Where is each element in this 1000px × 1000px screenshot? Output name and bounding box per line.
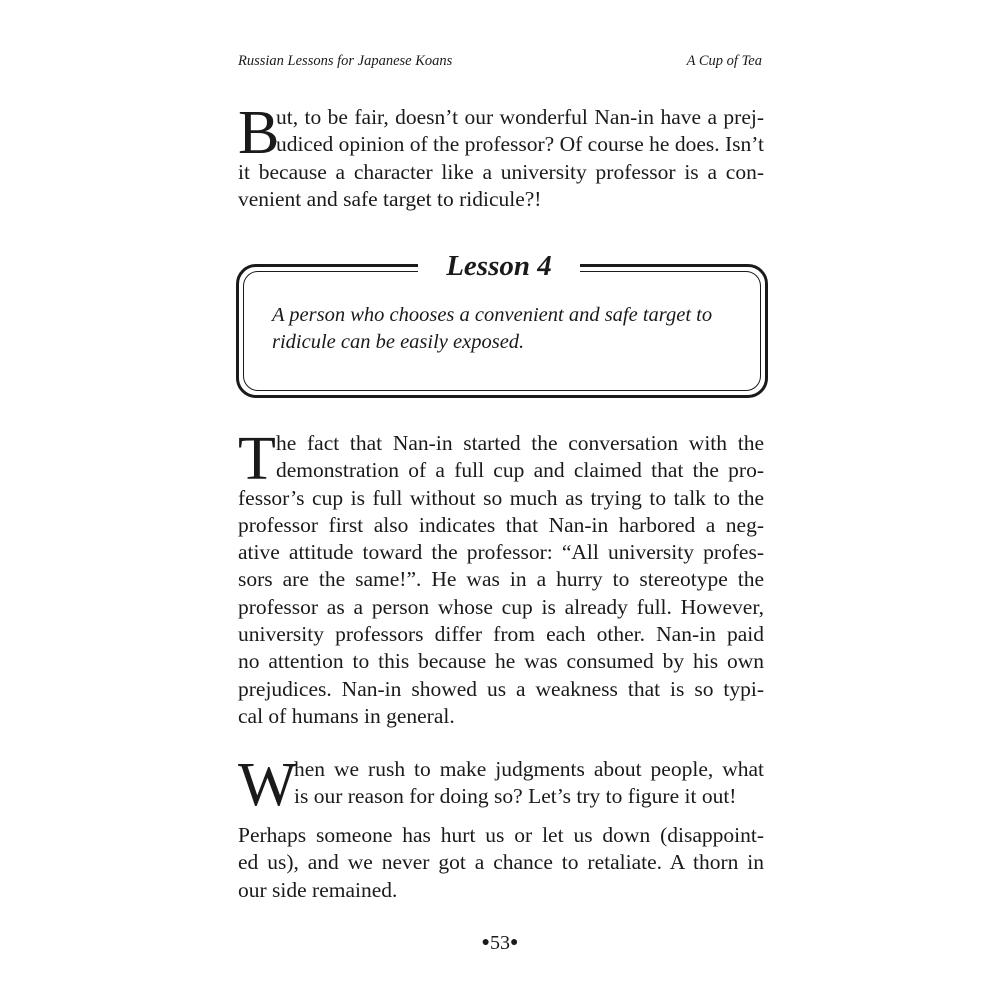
text-line: Perhaps someone has hurt us or let us down (disappoint-	[238, 823, 764, 847]
text-line: it because a character like a university professor is a con-	[238, 159, 764, 184]
text-line: university professors differ from each other. Nan-in paid	[238, 622, 764, 647]
text-line: professor first also indicates that Nan-in harbored a neg-	[238, 512, 764, 537]
text-line: sors are the same!”. He was in a hurry to stereotype the	[238, 567, 764, 592]
chapter-title: A Cup of Tea	[686, 53, 762, 69]
text-line: fessor’s cup is full without so much as trying to talk to the	[238, 485, 764, 510]
lesson-text	[272, 302, 742, 355]
bullet-icon: ●	[481, 935, 490, 950]
text-line: hen we rush to make judgments about people, what	[294, 757, 764, 781]
paragraph-1	[238, 99, 765, 213]
text-line: prejudices. Nan-in showed us a weakness that is so typi-	[238, 676, 764, 701]
text-line: no attention to this because he was consumed by his own	[238, 649, 764, 674]
paragraph-4	[238, 822, 764, 904]
lesson-line: A person who chooses a convenient and safe target to	[272, 304, 713, 326]
text-line: udiced opinion of the professor? Of course he does. Isn’t	[276, 132, 765, 157]
drop-cap: W	[238, 751, 297, 819]
running-header	[238, 53, 762, 73]
text-line: our side remained.	[238, 877, 398, 902]
text-line: ut, to be fair, doesn’t our wonderful Nan-in have a prej-	[276, 105, 764, 129]
text-line: demonstration of a full cup and claimed that the pro-	[276, 458, 764, 483]
book-title: Russian Lessons for Japanese Koans	[238, 53, 453, 69]
paragraph-2	[238, 425, 764, 730]
text-line: venient and safe target to ridicule?!	[238, 186, 542, 211]
text-line: cal of humans in general.	[238, 703, 455, 728]
drop-cap: B	[238, 99, 280, 167]
text-line: professor as a person whose cup is already full. However,	[238, 594, 764, 619]
page-number	[0, 932, 1000, 955]
page-number-value: 53	[490, 932, 510, 954]
paragraph-3	[238, 751, 764, 819]
text-line: is our reason for doing so? Let’s try to figure it out!	[294, 784, 737, 809]
text-line: he fact that Nan-in started the conversation with the	[276, 431, 764, 455]
text-line: ed us), and we never got a chance to retaliate. A thorn in	[238, 850, 764, 875]
bullet-icon: ●	[510, 935, 519, 950]
drop-cap: T	[238, 425, 276, 493]
lesson-title: Lesson 4	[418, 244, 580, 288]
lesson-line: ridicule can be easily exposed.	[272, 330, 525, 353]
text-line: ative attitude toward the professor: “All university profes-	[238, 540, 764, 565]
